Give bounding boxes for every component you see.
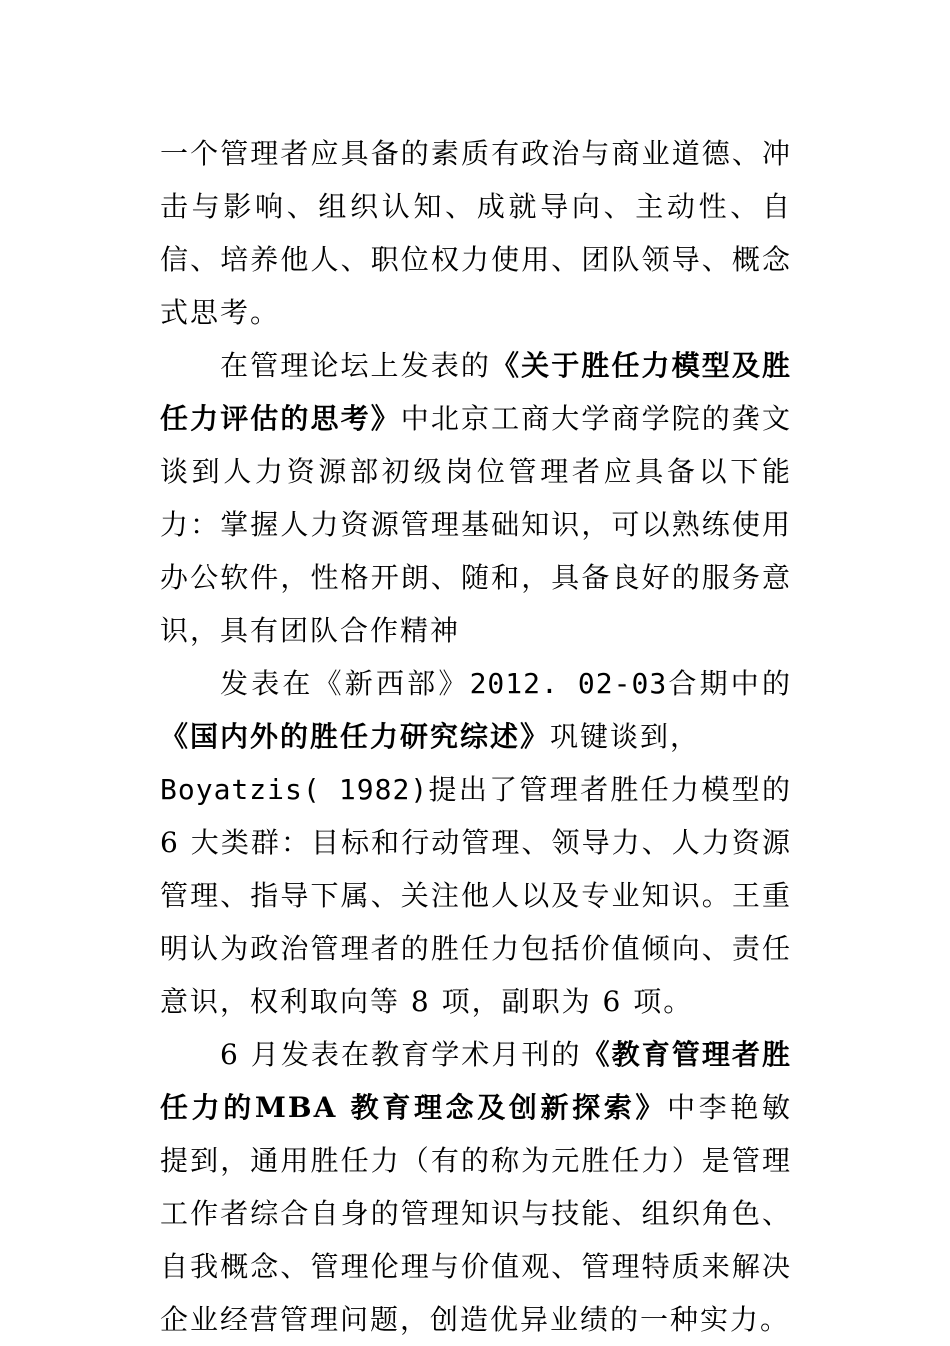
paragraph-2-prefix: 在管理论坛上发表的 (220, 349, 491, 382)
paragraph-3-middle: 合期中的 (667, 667, 792, 700)
paragraph-2-text: 中北京工商大学商学院的龚文谈到人力资源部初级岗位管理者应具备以下能力：掌握人力资源管理基础知识，可以熟练使用办公软件，性格开朗、随和，具备良好的服务意识，具有团队合作精神 (160, 402, 792, 647)
paragraph-3-prefix: 发表在《新西部》 (220, 667, 470, 700)
paragraph-3-author: Boyatzis( 1982) (160, 773, 429, 806)
paragraph-3-text: 提出了管理者胜任力模型的 6 大类群：目标和行动管理、领导力、人力资源管理、指导下属、关注他人以及专业知识。王重明认为政治管理者的胜任力包括价值倾向、责任意识，权利取向等 8 项，副职为 6 项。 (160, 773, 792, 1018)
paragraph-1 (160, 127, 792, 339)
paragraph-2 (160, 339, 792, 657)
paragraph-4-prefix: 6 月发表在教育学术月刊的 (220, 1038, 582, 1071)
paragraph-3 (160, 657, 792, 1028)
paragraph-3-article-title: 《国内外的胜任力研究综述》 (160, 720, 551, 753)
paragraph-4-text: 中李艳敏提到，通用胜任力（有的称为元胜任力）是管理工作者综合自身的管理知识与技能、组织角色、自我概念、管理伦理与价值观、管理特质来解决企业经营管理问题，创造优异业绩的一种实力。 (160, 1091, 792, 1336)
paragraph-3-date: 2012. 02-03 (469, 667, 668, 700)
paragraph-1-text: 一个管理者应具备的素质有政治与商业道德、冲击与影响、组织认知、成就导向、主动性、自信、培养他人、职位权力使用、团队领导、概念式思考。 (160, 137, 792, 329)
paragraph-3-after-title: 巩键谈到， (550, 720, 701, 753)
paragraph-4 (160, 1028, 792, 1346)
paragraph-2-article-title: 《关于胜任力模型及胜任力评估的思考》 (160, 349, 792, 435)
document-body (160, 127, 792, 1346)
paragraph-4-article-title: 《教育管理者胜任力的MBA 教育理念及创新探索》 (160, 1038, 792, 1124)
